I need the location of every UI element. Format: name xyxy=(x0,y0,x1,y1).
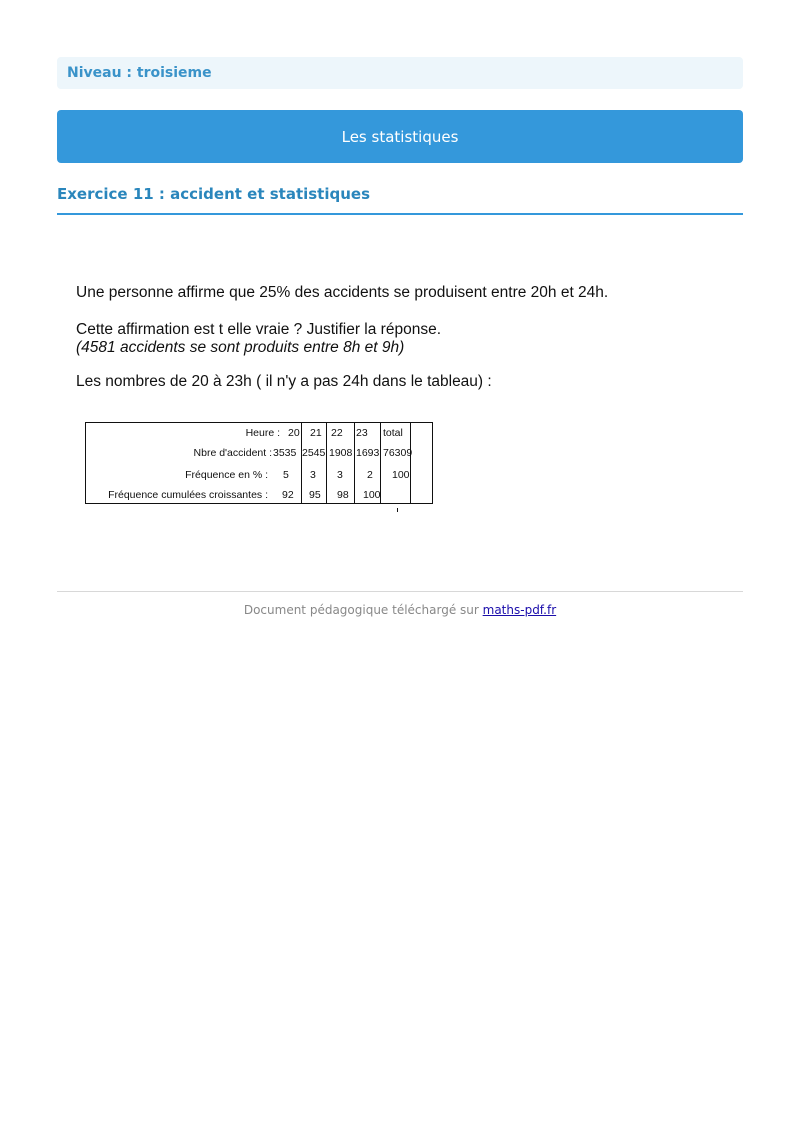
footer-divider xyxy=(57,591,743,592)
table-divider xyxy=(301,423,302,503)
table-cell: 2545 xyxy=(302,447,326,459)
question-line: Cette affirmation est t elle vraie ? Justifier la réponse. xyxy=(76,321,441,338)
table-cell: 1908 xyxy=(329,447,353,459)
table-cell: 5 xyxy=(283,469,289,481)
level-box xyxy=(57,57,743,89)
table-divider xyxy=(354,423,355,503)
table-column-header: 22 xyxy=(331,427,343,439)
table-row-label: Nbre d'accident : xyxy=(193,447,272,459)
footer-text: Document pédagogique téléchargé sur xyxy=(243,603,483,617)
footer xyxy=(57,603,743,617)
level-label: Niveau : troisieme xyxy=(67,65,212,81)
statement-line: Une personne affirme que 25% des accidents se produisent entre 20h et 24h. xyxy=(76,284,609,301)
table-column-header: 20 xyxy=(288,427,300,439)
statistics-table xyxy=(85,422,433,504)
table-cell: 76309 xyxy=(383,447,413,459)
table-row-label: Fréquence cumulées croissantes : xyxy=(108,489,268,501)
exercise-statement xyxy=(57,250,743,530)
table-column-header: 23 xyxy=(356,427,368,439)
table-cell: 1693 xyxy=(356,447,380,459)
table-header-label: Heure : xyxy=(245,427,280,439)
table-cell: 100 xyxy=(392,469,410,481)
table-intro-line: Les nombres de 20 à 23h ( il n'y a pas 24h dans le tableau) : xyxy=(76,373,492,390)
stray-mark xyxy=(397,508,398,512)
title-banner xyxy=(57,110,743,163)
table-cell: 98 xyxy=(337,489,349,501)
page-title: Les statistiques xyxy=(341,127,459,146)
table-divider xyxy=(410,423,411,503)
table-cell: 3535 xyxy=(273,447,297,459)
table-row-label: Fréquence en % : xyxy=(185,469,268,481)
footer-link[interactable]: maths-pdf.fr xyxy=(482,603,557,617)
table-cell: 92 xyxy=(282,489,294,501)
table-cell: 3 xyxy=(337,469,343,481)
table-cell: 2 xyxy=(367,469,373,481)
table-column-header: total xyxy=(383,427,403,439)
table-cell: 3 xyxy=(310,469,316,481)
exercise-heading: Exercice 11 : accident et statistiques xyxy=(57,185,743,215)
hint-line: (4581 accidents se sont produits entre 8h et 9h) xyxy=(76,339,405,356)
table-cell: 100 xyxy=(363,489,381,501)
table-column-header: 21 xyxy=(310,427,322,439)
table-cell: 95 xyxy=(309,489,321,501)
table-divider xyxy=(326,423,327,503)
